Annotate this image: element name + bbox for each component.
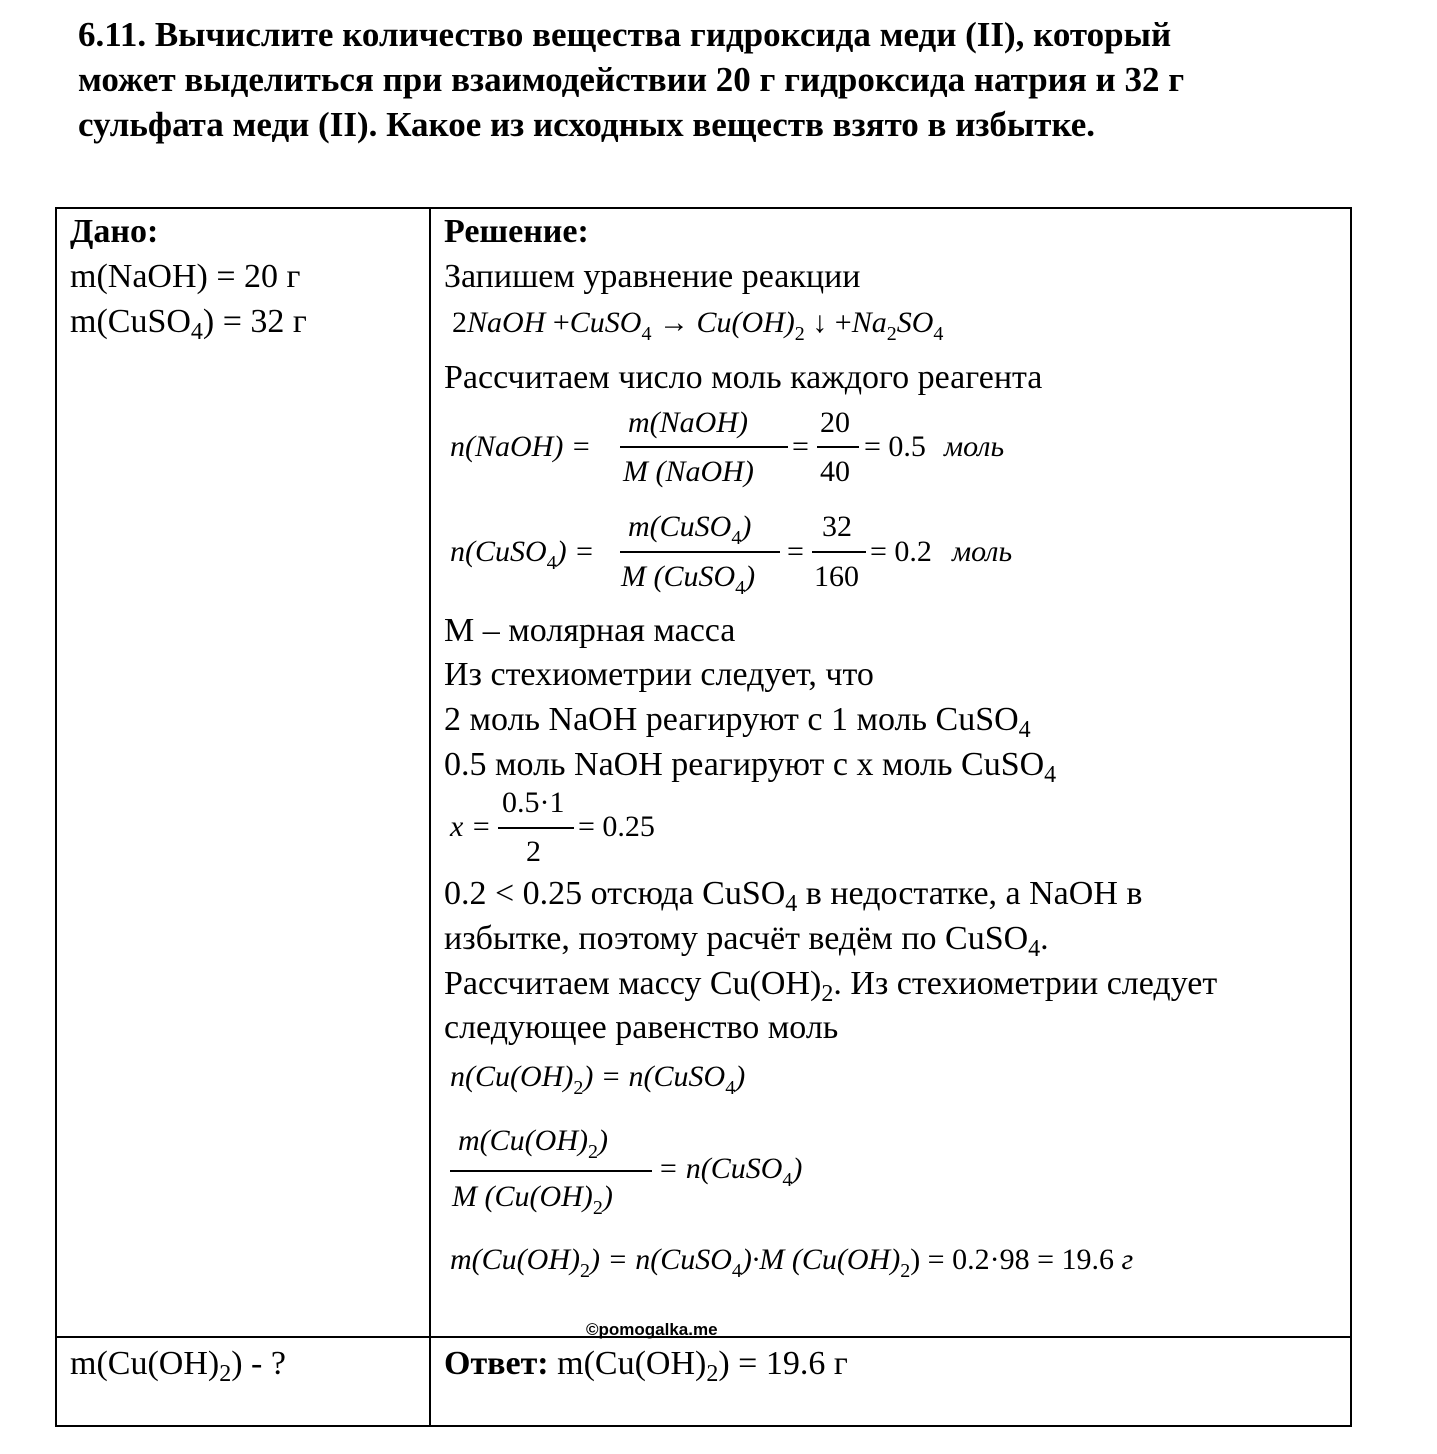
stoich-text-1: Из стехиометрии следует, что [444, 656, 874, 693]
f1-numerator-2: 20 [820, 406, 850, 439]
column-divider [429, 209, 431, 1425]
fx-lhs: x = [450, 810, 492, 843]
problem-line-2: может выделиться при взаимодействии 20 г гидроксида натрия и 32 г [78, 60, 1185, 99]
f4-rhs: = n(CuSO$_4$) [658, 1152, 803, 1191]
f1-result: = 0.5 [864, 430, 926, 463]
f2-result: = 0.2 [870, 535, 932, 568]
react-text-2: 0.5 моль NaOH реагируют с x моль CuSO$_4$ [444, 746, 1057, 788]
problem-line-3: сульфата меди (II). Какое из исходных веществ взято в избытке. [78, 105, 1096, 144]
f2-numerator: m(CuSO$_4$) [628, 510, 752, 549]
f2-unit: моль [952, 535, 1013, 568]
write-equation-text: Запишем уравнение реакции [444, 258, 861, 295]
mass-text-1: Рассчитаем массу $Cu(OH)_2$. Из стехиометрии следует [444, 965, 1218, 1007]
answer-label: Ответ: [444, 1345, 549, 1382]
f4-denominator: M $(Cu(OH)_2)$ [452, 1180, 613, 1219]
f2-equals: = [787, 535, 804, 568]
f4-fraction-bar [450, 1170, 652, 1172]
f2-fraction-bar [620, 551, 780, 553]
fx-result: = 0.25 [578, 810, 655, 843]
solution-heading: Решение: [444, 213, 589, 250]
fx-fraction-bar [498, 827, 574, 829]
f1-unit: моль [944, 430, 1005, 463]
conclusion-line-2: избытке, поэтому расчёт ведём по CuSO$_4$. [444, 920, 1049, 962]
f2-denominator: M (CuSO$_4$) [621, 560, 756, 599]
fx-denominator: 2 [526, 835, 541, 868]
f1-denominator-2: 40 [820, 455, 850, 488]
reaction-equation: 2NaOH +CuSO$_4$ → $Cu(OH)_2$ ↓ $+Na_2SO_4$ [452, 306, 944, 345]
fx-numerator: 0.5·1 [502, 786, 565, 819]
calc-moles-text: Рассчитаем число моль каждого реагента [444, 359, 1043, 396]
f2-fraction-bar-2 [812, 551, 866, 553]
f1-equals: = [792, 430, 809, 463]
f3-equation: $n(Cu(OH)_2)$ = n(CuSO$_4$) [450, 1060, 746, 1099]
f1-fraction-bar-2 [817, 446, 859, 448]
f1-numerator: m(NaOH) [628, 406, 748, 439]
f2-denominator-2: 160 [814, 560, 859, 593]
f2-numerator-2: 32 [822, 510, 852, 543]
problem-line-1: 6.11. Вычислите количество вещества гидроксида меди (II), который [78, 15, 1172, 54]
given-cuso4-mass: m(CuSO$_4$) = 32 г [70, 303, 307, 345]
react-text-1: 2 моль NaOH реагируют с 1 моль CuSO$_4$ [444, 701, 1031, 743]
conclusion-line-1: 0.2 < 0.25 отсюда CuSO$_4$ в недостатке, а NaOH в [444, 875, 1143, 917]
watermark: ©pomogalka.me [586, 1320, 718, 1339]
f1-denominator: M (NaOH) [623, 455, 754, 488]
given-naoh-mass: m(NaOH) = 20 г [70, 258, 301, 295]
given-heading: Дано: [70, 213, 159, 250]
molar-mass-note: M – молярная масса [444, 612, 736, 649]
f1-lhs: n(NaOH) = [450, 430, 592, 463]
f4-numerator: $m(Cu(OH)_2)$ [458, 1124, 608, 1163]
problem-statement [78, 12, 1378, 147]
mass-text-2: следующее равенство моль [444, 1009, 839, 1046]
f5-equation: $m(Cu(OH)_2)$ = n(CuSO$_4$)·M $(Cu(OH)_2) = 0.2\cdot 98 = 19.6$ г [450, 1243, 1134, 1282]
answer: Ответ: $m(Cu(OH)_2) = 19.6$ г [444, 1345, 848, 1387]
f1-fraction-bar [620, 446, 788, 448]
find-quantity: $m(Cu(OH)_2)$ - ? [70, 1345, 286, 1387]
f2-lhs: n(CuSO$_4$) = [450, 535, 595, 574]
